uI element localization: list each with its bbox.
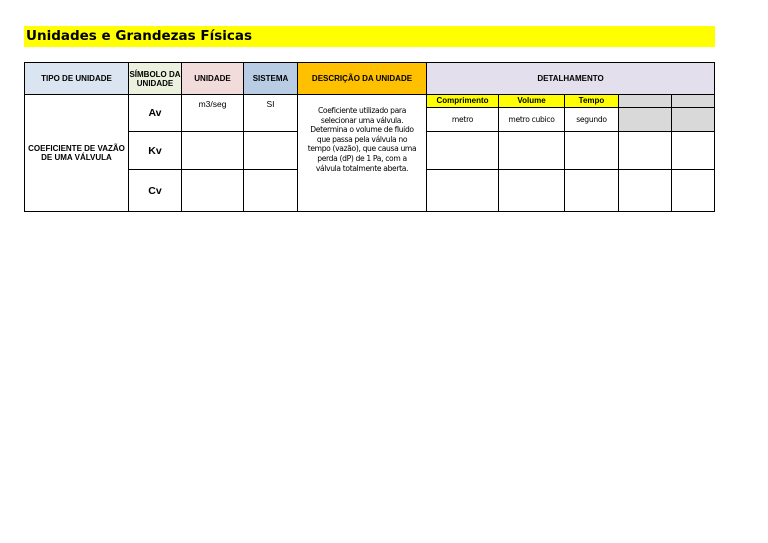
header-unidade: UNIDADE [182, 63, 244, 95]
simbolo-cell: Av [129, 95, 182, 132]
empty-cell [619, 95, 672, 108]
descricao-line: Determina o volume de fluido [310, 125, 414, 135]
empty-cell [565, 132, 619, 170]
empty-cell [672, 170, 715, 212]
descricao-line: válvula totalmente aberta. [315, 163, 409, 173]
detail-label-volume: Volume [499, 95, 565, 108]
header-sistema: SISTEMA [244, 63, 298, 95]
empty-cell [619, 170, 672, 212]
header-tipo: TIPO DE UNIDADE [25, 63, 129, 95]
empty-cell [619, 132, 672, 170]
descricao-line: perda (dP) de 1 Pa, com a [317, 153, 407, 163]
empty-cell [672, 132, 715, 170]
unidade-cell: m3/seg [182, 95, 244, 132]
empty-cell [619, 108, 672, 132]
simbolo-cell: Kv [129, 132, 182, 170]
descricao-line: Coeficiente utilizado para [317, 106, 407, 115]
empty-cell [427, 132, 499, 170]
empty-cell [672, 95, 715, 108]
page-title: Unidades e Grandezas Físicas [26, 28, 253, 44]
tipo-line1: COEFICIENTE DE VAZÃO [28, 144, 125, 153]
empty-cell [565, 170, 619, 212]
header-descricao: DESCRIÇÃO DA UNIDADE [298, 63, 427, 95]
detail-label-tempo: Tempo [565, 95, 619, 108]
simbolo-cell: Cv [129, 170, 182, 212]
header-simbolo-line2: UNIDADE [136, 78, 174, 88]
empty-cell [499, 170, 565, 212]
sistema-cell [244, 132, 298, 170]
empty-cell [499, 132, 565, 170]
detail-value-tempo: segundo [565, 108, 619, 132]
sistema-cell [244, 170, 298, 212]
header-row [25, 63, 715, 95]
descricao-line: tempo (vazão), que causa uma [307, 144, 417, 154]
table-row [25, 95, 715, 108]
unidade-cell [182, 132, 244, 170]
detail-label-comprimento: Comprimento [427, 95, 499, 108]
title-bar [24, 26, 715, 47]
sistema-cell: SI [244, 95, 298, 132]
descricao-line: selecionar uma válvula. [320, 115, 404, 125]
descricao-line: que passa pela válvula no [316, 134, 408, 144]
detail-value-comprimento: metro [427, 108, 499, 132]
header-detalhamento: DETALHAMENTO [427, 63, 715, 95]
empty-cell [427, 170, 499, 212]
detail-value-volume: metro cubico [499, 108, 565, 132]
tipo-line2: DE UMA VÁLVULA [41, 153, 112, 162]
header-simbolo [129, 63, 182, 95]
unidade-cell [182, 170, 244, 212]
units-table [24, 62, 715, 212]
header-simbolo-line1: SÍMBOLO DA [129, 69, 181, 79]
descricao-cell [298, 95, 427, 212]
empty-cell [672, 108, 715, 132]
tipo-cell [25, 95, 129, 212]
